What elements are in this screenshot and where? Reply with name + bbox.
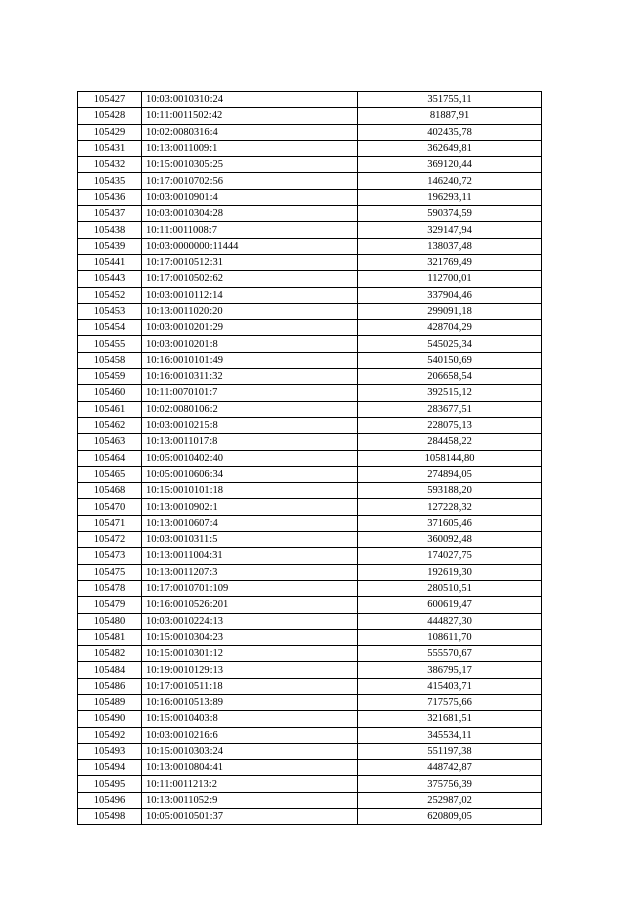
record-id-cell: 105481 (78, 629, 142, 645)
amount-cell: 362649,81 (358, 140, 542, 156)
table-row (78, 124, 542, 140)
cadastral-number-cell: 10:03:0010215:8 (142, 417, 358, 433)
amount-cell: 81887,91 (358, 108, 542, 124)
record-id-cell: 105498 (78, 809, 142, 825)
cadastral-number-cell: 10:13:0011004:31 (142, 548, 358, 564)
table-row (78, 287, 542, 303)
table-row (78, 743, 542, 759)
record-id-cell: 105470 (78, 499, 142, 515)
cadastral-number-cell: 10:11:0011502:42 (142, 108, 358, 124)
amount-cell: 321681,51 (358, 711, 542, 727)
table-row (78, 352, 542, 368)
record-id-cell: 105464 (78, 450, 142, 466)
table-row (78, 483, 542, 499)
table-row (78, 189, 542, 205)
record-id-cell: 105427 (78, 92, 142, 108)
cadastral-number-cell: 10:17:0010502:62 (142, 271, 358, 287)
amount-cell: 620809,05 (358, 809, 542, 825)
record-id-cell: 105478 (78, 580, 142, 596)
record-id-cell: 105473 (78, 548, 142, 564)
cadastral-number-cell: 10:15:0010304:23 (142, 629, 358, 645)
table-row (78, 629, 542, 645)
amount-cell: 360092,48 (358, 532, 542, 548)
table-row (78, 401, 542, 417)
table-row (78, 597, 542, 613)
cadastral-number-cell: 10:13:0010804:41 (142, 760, 358, 776)
table-row (78, 369, 542, 385)
cadastral-number-cell: 10:03:0010201:29 (142, 320, 358, 336)
record-id-cell: 105437 (78, 206, 142, 222)
cadastral-number-cell: 10:03:0010310:24 (142, 92, 358, 108)
amount-cell: 329147,94 (358, 222, 542, 238)
table-row (78, 678, 542, 694)
cadastral-number-cell: 10:05:0010606:34 (142, 466, 358, 482)
cadastral-number-cell: 10:13:0011020:20 (142, 303, 358, 319)
table-row (78, 711, 542, 727)
cadastral-number-cell: 10:17:0010702:56 (142, 173, 358, 189)
amount-cell: 228075,13 (358, 417, 542, 433)
record-id-cell: 105459 (78, 369, 142, 385)
table-row (78, 760, 542, 776)
record-id-cell: 105472 (78, 532, 142, 548)
amount-cell: 274894,05 (358, 466, 542, 482)
record-id-cell: 105493 (78, 743, 142, 759)
amount-cell: 555570,67 (358, 646, 542, 662)
table-row (78, 434, 542, 450)
cadastral-number-cell: 10:11:0011008:7 (142, 222, 358, 238)
record-id-cell: 105432 (78, 157, 142, 173)
table-row (78, 662, 542, 678)
record-id-cell: 105465 (78, 466, 142, 482)
cadastral-number-cell: 10:15:0010305:25 (142, 157, 358, 173)
table-row (78, 792, 542, 808)
table-row (78, 222, 542, 238)
amount-cell: 299091,18 (358, 303, 542, 319)
amount-cell: 252987,02 (358, 792, 542, 808)
table-row (78, 320, 542, 336)
amount-cell: 351755,11 (358, 92, 542, 108)
record-id-cell: 105435 (78, 173, 142, 189)
cadastral-number-cell: 10:05:0010402:40 (142, 450, 358, 466)
table-row (78, 809, 542, 825)
record-id-cell: 105431 (78, 140, 142, 156)
record-id-cell: 105453 (78, 303, 142, 319)
table-row (78, 92, 542, 108)
amount-cell: 428704,29 (358, 320, 542, 336)
record-id-cell: 105496 (78, 792, 142, 808)
table-row (78, 254, 542, 270)
amount-cell: 1058144,80 (358, 450, 542, 466)
table-row (78, 303, 542, 319)
cadastral-number-cell: 10:15:0010101:18 (142, 483, 358, 499)
record-id-cell: 105455 (78, 336, 142, 352)
cadastral-number-cell: 10:17:0010512:31 (142, 254, 358, 270)
amount-cell: 545025,34 (358, 336, 542, 352)
cadastral-number-cell: 10:11:0070101:7 (142, 385, 358, 401)
record-id-cell: 105486 (78, 678, 142, 694)
amount-cell: 206658,54 (358, 369, 542, 385)
record-id-cell: 105439 (78, 238, 142, 254)
table-row (78, 613, 542, 629)
cadastral-number-cell: 10:16:0010513:89 (142, 694, 358, 710)
record-id-cell: 105471 (78, 515, 142, 531)
cadastral-number-cell: 10:16:0010526:201 (142, 597, 358, 613)
table-row (78, 580, 542, 596)
amount-cell: 283677,51 (358, 401, 542, 417)
record-id-cell: 105480 (78, 613, 142, 629)
amount-cell: 415403,71 (358, 678, 542, 694)
table-row (78, 466, 542, 482)
table-row (78, 271, 542, 287)
amount-cell: 717575,66 (358, 694, 542, 710)
table-row (78, 385, 542, 401)
amount-cell: 284458,22 (358, 434, 542, 450)
amount-cell: 593188,20 (358, 483, 542, 499)
table-row (78, 532, 542, 548)
data-table (77, 91, 542, 825)
record-id-cell: 105428 (78, 108, 142, 124)
record-id-cell: 105494 (78, 760, 142, 776)
record-id-cell: 105489 (78, 694, 142, 710)
record-id-cell: 105458 (78, 352, 142, 368)
table-row (78, 417, 542, 433)
amount-cell: 196293,11 (358, 189, 542, 205)
cadastral-number-cell: 10:13:0011207:3 (142, 564, 358, 580)
record-id-cell: 105492 (78, 727, 142, 743)
cadastral-number-cell: 10:15:0010303:24 (142, 743, 358, 759)
cadastral-number-cell: 10:17:0010701:109 (142, 580, 358, 596)
amount-cell: 146240,72 (358, 173, 542, 189)
cadastral-number-cell: 10:02:0080106:2 (142, 401, 358, 417)
table-row (78, 727, 542, 743)
cadastral-number-cell: 10:03:0000000:11444 (142, 238, 358, 254)
cadastral-number-cell: 10:03:0010901:4 (142, 189, 358, 205)
cadastral-number-cell: 10:15:0010301:12 (142, 646, 358, 662)
amount-cell: 138037,48 (358, 238, 542, 254)
cadastral-number-cell: 10:13:0011009:1 (142, 140, 358, 156)
cadastral-number-cell: 10:03:0010216:6 (142, 727, 358, 743)
amount-cell: 369120,44 (358, 157, 542, 173)
amount-cell: 108611,70 (358, 629, 542, 645)
amount-cell: 444827,30 (358, 613, 542, 629)
amount-cell: 551197,38 (358, 743, 542, 759)
cadastral-number-cell: 10:03:0010201:8 (142, 336, 358, 352)
cadastral-number-cell: 10:13:0011052:9 (142, 792, 358, 808)
amount-cell: 371605,46 (358, 515, 542, 531)
cadastral-number-cell: 10:02:0080316:4 (142, 124, 358, 140)
table-row (78, 515, 542, 531)
table-row (78, 336, 542, 352)
record-id-cell: 105484 (78, 662, 142, 678)
table-row (78, 776, 542, 792)
cadastral-number-cell: 10:15:0010403:8 (142, 711, 358, 727)
cadastral-number-cell: 10:03:0010224:13 (142, 613, 358, 629)
cadastral-number-cell: 10:16:0010101:49 (142, 352, 358, 368)
amount-cell: 112700,01 (358, 271, 542, 287)
amount-cell: 402435,78 (358, 124, 542, 140)
amount-cell: 448742,87 (358, 760, 542, 776)
amount-cell: 280510,51 (358, 580, 542, 596)
table-row (78, 548, 542, 564)
table-row (78, 646, 542, 662)
table-row (78, 450, 542, 466)
table-row (78, 157, 542, 173)
cadastral-number-cell: 10:19:0010129:13 (142, 662, 358, 678)
amount-cell: 345534,11 (358, 727, 542, 743)
record-id-cell: 105452 (78, 287, 142, 303)
record-id-cell: 105490 (78, 711, 142, 727)
amount-cell: 600619,47 (358, 597, 542, 613)
record-id-cell: 105468 (78, 483, 142, 499)
cadastral-number-cell: 10:03:0010311:5 (142, 532, 358, 548)
amount-cell: 127228,32 (358, 499, 542, 515)
record-id-cell: 105463 (78, 434, 142, 450)
amount-cell: 386795,17 (358, 662, 542, 678)
table-row (78, 564, 542, 580)
record-id-cell: 105482 (78, 646, 142, 662)
record-id-cell: 105454 (78, 320, 142, 336)
record-id-cell: 105461 (78, 401, 142, 417)
amount-cell: 337904,46 (358, 287, 542, 303)
cadastral-number-cell: 10:16:0010311:32 (142, 369, 358, 385)
table-row (78, 206, 542, 222)
amount-cell: 540150,69 (358, 352, 542, 368)
record-id-cell: 105495 (78, 776, 142, 792)
cadastral-number-cell: 10:17:0010511:18 (142, 678, 358, 694)
amount-cell: 375756,39 (358, 776, 542, 792)
cadastral-number-cell: 10:13:0010902:1 (142, 499, 358, 515)
record-id-cell: 105443 (78, 271, 142, 287)
record-id-cell: 105436 (78, 189, 142, 205)
record-id-cell: 105429 (78, 124, 142, 140)
cadastral-number-cell: 10:05:0010501:37 (142, 809, 358, 825)
table-row (78, 173, 542, 189)
record-id-cell: 105475 (78, 564, 142, 580)
cadastral-number-cell: 10:13:0011017:8 (142, 434, 358, 450)
amount-cell: 174027,75 (358, 548, 542, 564)
amount-cell: 192619,30 (358, 564, 542, 580)
record-id-cell: 105460 (78, 385, 142, 401)
cadastral-number-cell: 10:13:0010607:4 (142, 515, 358, 531)
table-row (78, 140, 542, 156)
cadastral-number-cell: 10:03:0010304:28 (142, 206, 358, 222)
table-row (78, 238, 542, 254)
record-id-cell: 105441 (78, 254, 142, 270)
cadastral-number-cell: 10:03:0010112:14 (142, 287, 358, 303)
table-body (78, 92, 542, 825)
amount-cell: 321769,49 (358, 254, 542, 270)
table-row (78, 108, 542, 124)
record-id-cell: 105479 (78, 597, 142, 613)
amount-cell: 590374,59 (358, 206, 542, 222)
amount-cell: 392515,12 (358, 385, 542, 401)
cadastral-number-cell: 10:11:0011213:2 (142, 776, 358, 792)
record-id-cell: 105462 (78, 417, 142, 433)
record-id-cell: 105438 (78, 222, 142, 238)
table-row (78, 499, 542, 515)
table-row (78, 694, 542, 710)
